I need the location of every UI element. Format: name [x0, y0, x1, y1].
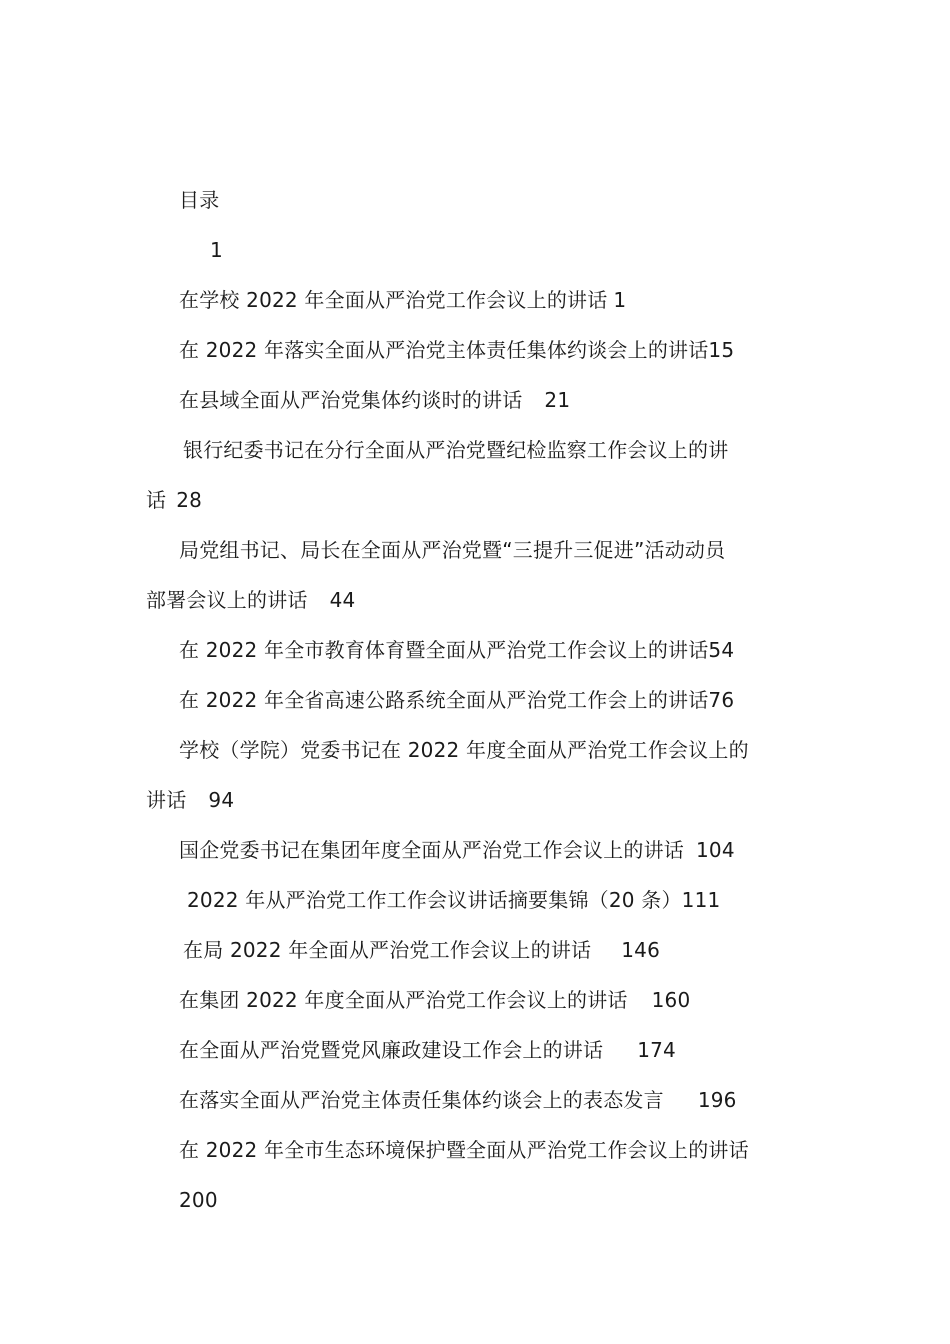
toc-entry-line1[interactable] — [179, 536, 725, 564]
toc-entry-title: 在学校 2022 年全面从严治党工作会议上的讲话 — [179, 288, 608, 312]
toc-first-number: 1 — [210, 238, 223, 262]
toc-entry-page: 174 — [637, 1038, 676, 1062]
toc-heading: 目录 — [179, 188, 220, 212]
toc-entry-title: 在落实全面从严治党主体责任集体约谈会上的表态发言 — [179, 1088, 664, 1112]
toc-entry-page: 111 — [681, 888, 721, 912]
toc-entry[interactable] — [179, 1036, 676, 1064]
toc-entry-title: 在县域全面从严治党集体约谈时的讲话 — [179, 388, 523, 412]
toc-entry-page: 146 — [621, 938, 660, 962]
toc-entry[interactable] — [179, 386, 570, 414]
toc-entry-title: 银行纪委书记在分行全面从严治党暨纪检监察工作会议上的讲 — [183, 438, 729, 462]
toc-entry-page: 15 — [708, 338, 735, 362]
toc-entry-title: 在 2022 年全市教育体育暨全面从严治党工作会议上的讲话 — [179, 638, 709, 662]
toc-entry-line2[interactable] — [179, 1186, 218, 1214]
toc-entry[interactable] — [179, 686, 734, 714]
toc-entry-line1[interactable] — [183, 436, 728, 464]
toc-entry-title: 部署会议上的讲话 — [146, 588, 308, 612]
toc-entry-page: 28 — [176, 488, 203, 512]
toc-entry-title: 话 — [146, 488, 167, 512]
toc-entry-line2[interactable] — [146, 486, 202, 514]
toc-entry-page: 54 — [708, 638, 735, 662]
toc-entry-title: 在集团 2022 年度全面从严治党工作会议上的讲话 — [179, 988, 628, 1012]
toc-entry-title: 在 2022 年全省高速公路系统全面从严治党工作会上的讲话 — [179, 688, 709, 712]
toc-entry-page: 200 — [179, 1188, 218, 1212]
toc-entry[interactable] — [179, 636, 734, 664]
toc-entry-line2[interactable] — [146, 586, 355, 614]
toc-entry-title: 2022 年从严治党工作工作会议讲话摘要集锦（20 条） — [187, 888, 682, 912]
toc-entry-page: 196 — [697, 1088, 737, 1112]
toc-entry-page: 94 — [208, 788, 235, 812]
toc-entry-title: 学校（学院）党委书记在 2022 年度全面从严治党工作会议上的 — [179, 738, 749, 762]
toc-entry-page: 160 — [651, 988, 691, 1012]
toc-entry-title: 局党组书记、局长在全面从严治党暨“三提升三促进”活动动员 — [179, 538, 726, 562]
toc-entry-line1[interactable] — [179, 1136, 749, 1164]
toc-entry[interactable] — [179, 1086, 737, 1114]
toc-entry-title: 在全面从严治党暨党风廉政建设工作会上的讲话 — [179, 1038, 604, 1062]
toc-entry-title: 讲话 — [146, 788, 187, 812]
toc-entry[interactable] — [179, 986, 690, 1014]
toc-entry-title: 在 2022 年落实全面从严治党主体责任集体约谈会上的讲话 — [179, 338, 709, 362]
toc-entry[interactable] — [179, 836, 735, 864]
toc-entry-page: 104 — [696, 838, 735, 862]
toc-entry-page: 1 — [613, 288, 627, 312]
toc-entry-line2[interactable] — [146, 786, 234, 814]
toc-entry-page: 76 — [708, 688, 735, 712]
toc-entry[interactable] — [187, 886, 720, 914]
toc-entry-page: 21 — [544, 388, 571, 412]
toc-entry-line1[interactable] — [179, 736, 749, 764]
toc-entry-title: 在 2022 年全市生态环境保护暨全面从严治党工作会议上的讲话 — [179, 1138, 749, 1162]
toc-entry-title: 国企党委书记在集团年度全面从严治党工作会议上的讲话 — [179, 838, 684, 862]
toc-entry-title: 在局 2022 年全面从严治党工作会议上的讲话 — [183, 938, 592, 962]
toc-entry[interactable] — [179, 286, 626, 314]
toc-entry[interactable] — [183, 936, 660, 964]
toc-entry-page: 44 — [329, 588, 356, 612]
toc-entry[interactable] — [179, 336, 734, 364]
